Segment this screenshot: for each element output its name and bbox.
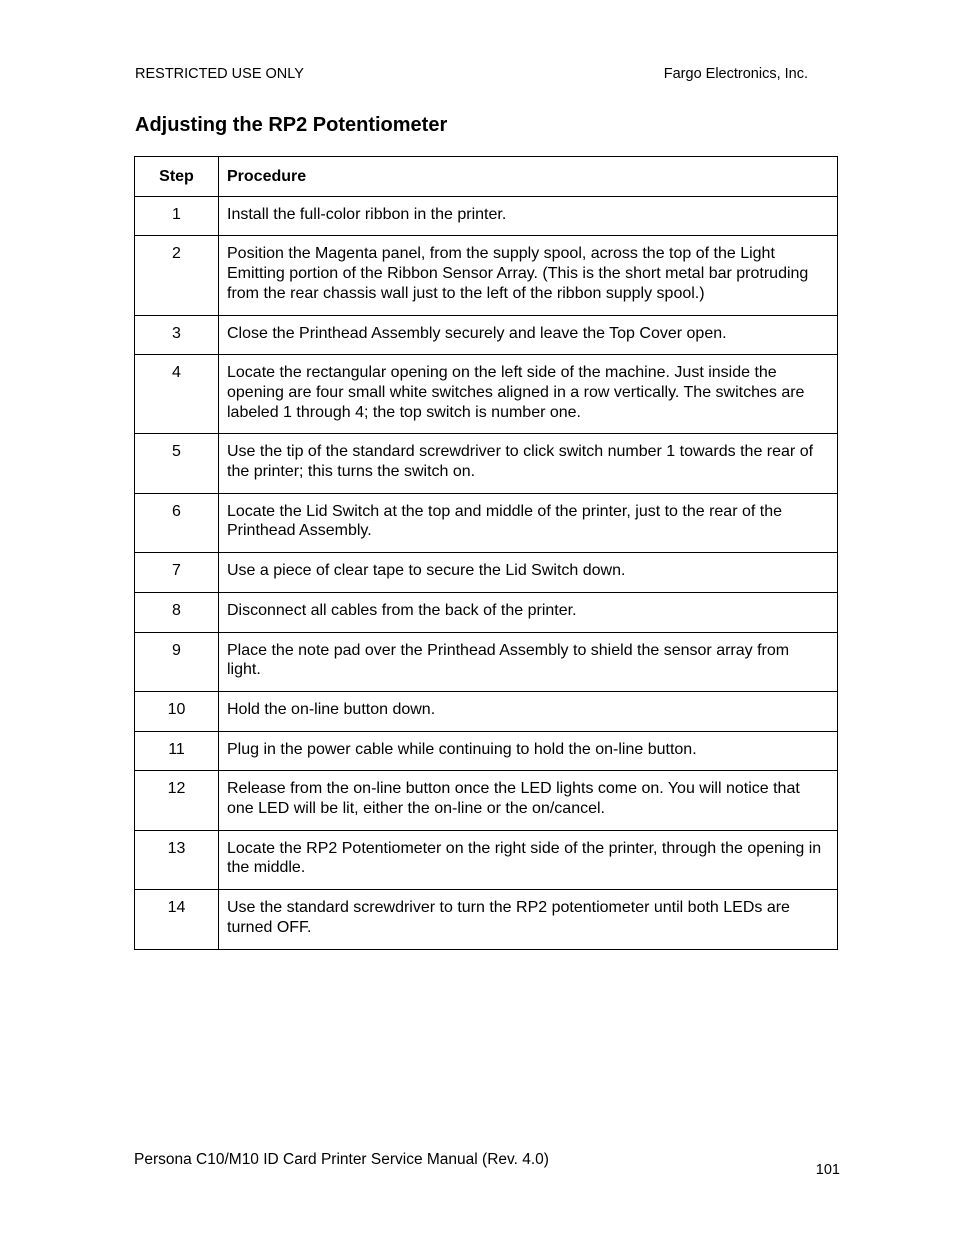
footer-manual-title: Persona C10/M10 ID Card Printer Service Manual (Rev. 4.0): [134, 1151, 549, 1168]
table-row: [135, 830, 838, 889]
procedure-text: Locate the rectangular opening on the left side of the machine. Just inside the opening are four small white switches aligned in a row vertically. The switches are labeled 1 through 4; the top switch is number one.: [219, 355, 838, 434]
table-row: [135, 493, 838, 552]
step-number: 12: [135, 771, 219, 830]
procedure-text: Close the Printhead Assembly securely and leave the Top Cover open.: [219, 315, 838, 355]
table-row: [135, 196, 838, 236]
procedure-text: Locate the Lid Switch at the top and middle of the printer, just to the rear of the Printhead Assembly.: [219, 493, 838, 552]
table-row: [135, 890, 838, 949]
procedure-text: Plug in the power cable while continuing to hold the on-line button.: [219, 731, 838, 771]
procedure-text: Locate the RP2 Potentiometer on the right side of the printer, through the opening in the middle.: [219, 830, 838, 889]
table-row: [135, 731, 838, 771]
table-row: [135, 434, 838, 493]
step-number: 6: [135, 493, 219, 552]
table-row: [135, 553, 838, 593]
step-number: 8: [135, 592, 219, 632]
table-row: [135, 632, 838, 691]
header-restricted-notice: RESTRICTED USE ONLY: [135, 66, 304, 82]
procedure-table: [134, 156, 838, 950]
procedure-text: Position the Magenta panel, from the supply spool, across the top of the Light Emitting portion of the Ribbon Sensor Array. (This is the short metal bar protruding from the rear chassis wall just to the left of the ribbon supply spool.): [219, 236, 838, 315]
step-number: 4: [135, 355, 219, 434]
table-row: [135, 771, 838, 830]
step-number: 14: [135, 890, 219, 949]
table-row: [135, 691, 838, 731]
procedure-text: Use a piece of clear tape to secure the Lid Switch down.: [219, 553, 838, 593]
step-number: 3: [135, 315, 219, 355]
step-number: 2: [135, 236, 219, 315]
table-row: [135, 236, 838, 315]
step-number: 9: [135, 632, 219, 691]
step-number: 13: [135, 830, 219, 889]
procedure-text: Place the note pad over the Printhead Assembly to shield the sensor array from light.: [219, 632, 838, 691]
procedure-text: Use the tip of the standard screwdriver to click switch number 1 towards the rear of the printer; this turns the switch on.: [219, 434, 838, 493]
step-number: 5: [135, 434, 219, 493]
table-header-row: [135, 157, 838, 197]
step-number: 1: [135, 196, 219, 236]
procedure-text: Hold the on-line button down.: [219, 691, 838, 731]
column-header-procedure: Procedure: [219, 157, 838, 197]
procedure-text: Release from the on-line button once the LED lights come on. You will notice that one LED will be lit, either the on-line or the on/cancel.: [219, 771, 838, 830]
step-number: 11: [135, 731, 219, 771]
table-row: [135, 355, 838, 434]
table-row: [135, 592, 838, 632]
step-number: 10: [135, 691, 219, 731]
header-company-name: Fargo Electronics, Inc.: [663, 66, 808, 82]
procedure-text: Use the standard screwdriver to turn the RP2 potentiometer until both LEDs are turned OFF.: [219, 890, 838, 949]
column-header-step: Step: [135, 157, 219, 197]
table-row: [135, 315, 838, 355]
page-number: 101: [815, 1162, 840, 1178]
section-title: Adjusting the RP2 Potentiometer: [135, 114, 448, 136]
step-number: 7: [135, 553, 219, 593]
procedure-text: Install the full-color ribbon in the printer.: [219, 196, 838, 236]
procedure-text: Disconnect all cables from the back of the printer.: [219, 592, 838, 632]
